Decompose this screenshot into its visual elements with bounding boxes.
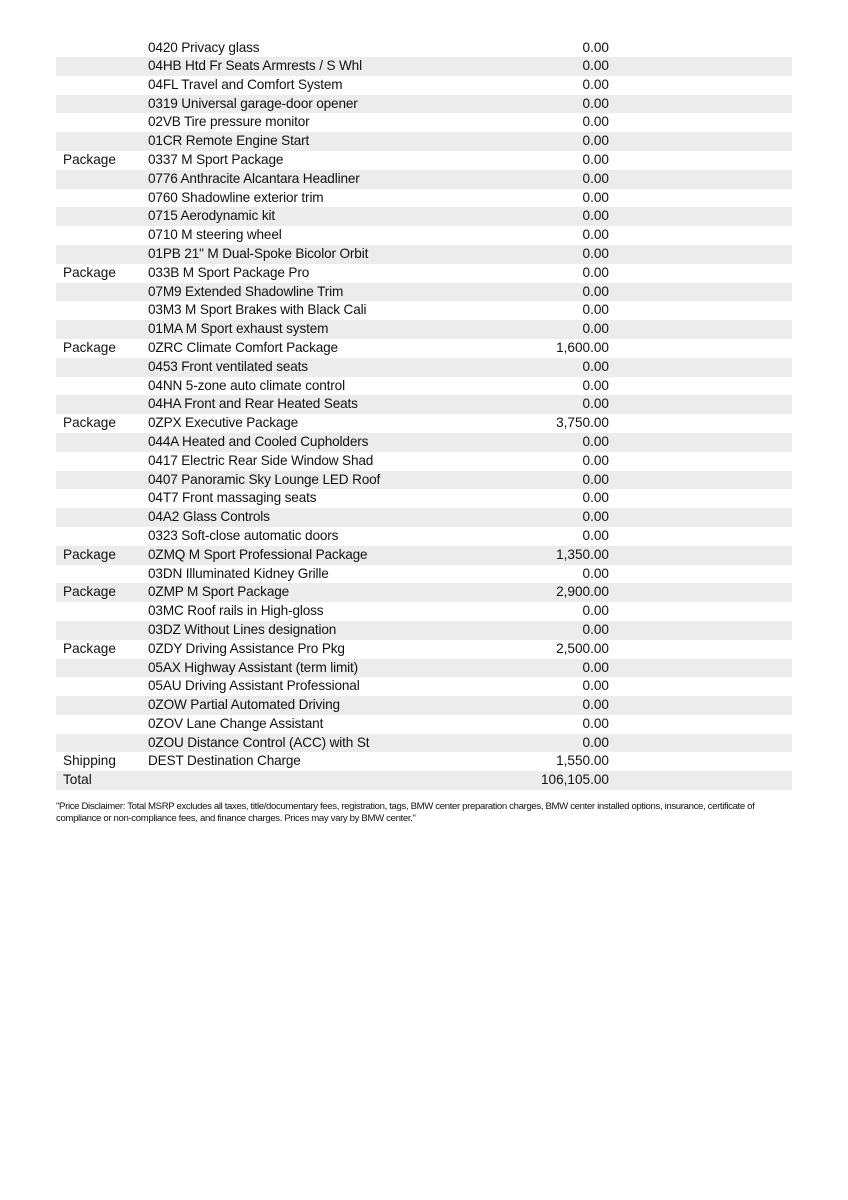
row-type: Package <box>63 640 116 656</box>
row-price: 0.00 <box>582 377 609 393</box>
table-row <box>56 395 792 414</box>
table-row <box>56 151 792 170</box>
row-description: 0715 Aerodynamic kit <box>148 208 275 224</box>
row-price: 0.00 <box>582 471 609 487</box>
row-price: 0.00 <box>582 527 609 543</box>
row-price: 0.00 <box>582 396 609 412</box>
row-type: Package <box>63 584 116 600</box>
row-description: 0760 Shadowline exterior trim <box>148 189 324 205</box>
row-description: 05AX Highway Assistant (term limit) <box>148 659 359 675</box>
row-type: Total <box>63 772 92 788</box>
row-price: 0.00 <box>582 358 609 374</box>
row-type: Package <box>63 264 116 280</box>
table-row <box>56 659 792 678</box>
row-price: 0.00 <box>582 603 609 619</box>
row-description: 0ZMP M Sport Package <box>148 584 290 600</box>
row-type: Package <box>63 415 116 431</box>
table-row <box>56 640 792 659</box>
row-price: 0.00 <box>582 114 609 130</box>
table-row <box>56 320 792 339</box>
row-price: 0.00 <box>582 245 609 261</box>
table-row <box>56 40 792 57</box>
row-description: 0ZDY Driving Assistance Pro Pkg <box>148 640 345 656</box>
table-row <box>56 471 792 490</box>
row-price: 0.00 <box>582 227 609 243</box>
options-price-table <box>56 40 792 790</box>
table-row <box>56 508 792 527</box>
row-price: 0.00 <box>582 697 609 713</box>
row-price: 0.00 <box>582 170 609 186</box>
row-description: 03M3 M Sport Brakes with Black Cali <box>148 302 367 318</box>
table-row <box>56 433 792 452</box>
row-price: 0.00 <box>582 715 609 731</box>
row-description: 04A2 Glass Controls <box>148 509 270 525</box>
table-row <box>56 621 792 640</box>
row-description: 0420 Privacy glass <box>148 40 260 56</box>
row-description: 04FL Travel and Comfort System <box>148 76 343 92</box>
total-row <box>56 771 792 790</box>
row-description: 0ZRC Climate Comfort Package <box>148 339 338 355</box>
row-type: Package <box>63 339 116 355</box>
row-description: 02VB Tire pressure monitor <box>148 114 310 130</box>
table-row <box>56 264 792 283</box>
table-row <box>56 377 792 396</box>
table-row <box>56 245 792 264</box>
row-price: 1,550.00 <box>556 753 609 769</box>
table-row <box>56 565 792 584</box>
table-row <box>56 677 792 696</box>
row-description: 01MA M Sport exhaust system <box>148 321 329 337</box>
row-price: 0.00 <box>582 151 609 167</box>
table-row <box>56 734 792 753</box>
row-price: 0.00 <box>582 621 609 637</box>
row-price: 0.00 <box>582 133 609 149</box>
row-price: 0.00 <box>582 734 609 750</box>
row-description: 0ZMQ M Sport Professional Package <box>148 546 368 562</box>
table-row <box>56 57 792 76</box>
row-description: 0407 Panoramic Sky Lounge LED Roof <box>148 471 381 487</box>
row-type: Package <box>63 151 116 167</box>
row-description: DEST Destination Charge <box>148 753 301 769</box>
price-disclaimer: "Price Disclaimer: Total MSRP excludes all taxes, title/documentary fees, registration, tags, BMW center preparation charges, BMW center installed options, insurance, certificate of compliance or non-compliance fees, and finance charges. Prices may vary by BMW center." <box>56 801 755 824</box>
table-row <box>56 602 792 621</box>
table-row <box>56 358 792 377</box>
row-description: 044A Heated and Cooled Cupholders <box>148 433 369 449</box>
row-price: 0.00 <box>582 189 609 205</box>
row-description: 05AU Driving Assistant Professional <box>148 678 360 694</box>
row-type: Package <box>63 546 116 562</box>
row-price: 0.00 <box>582 659 609 675</box>
table-row <box>56 452 792 471</box>
row-price: 0.00 <box>582 678 609 694</box>
table-row <box>56 527 792 546</box>
row-price: 2,500.00 <box>556 640 609 656</box>
row-price: 0.00 <box>582 40 609 56</box>
row-price: 1,350.00 <box>556 546 609 562</box>
table-row <box>56 76 792 95</box>
row-price: 0.00 <box>582 264 609 280</box>
table-row <box>56 583 792 602</box>
row-description: 0ZOW Partial Automated Driving <box>148 697 340 713</box>
row-description: 0ZPX Executive Package <box>148 415 299 431</box>
row-description: 0319 Universal garage-door opener <box>148 95 358 111</box>
row-price: 0.00 <box>582 302 609 318</box>
row-price: 2,900.00 <box>556 584 609 600</box>
row-description: 0417 Electric Rear Side Window Shad <box>148 452 374 468</box>
row-description: 0323 Soft-close automatic doors <box>148 527 339 543</box>
table-row <box>56 339 792 358</box>
row-description: 0776 Anthracite Alcantara Headliner <box>148 170 360 186</box>
row-price: 0.00 <box>582 452 609 468</box>
row-description: 04NN 5-zone auto climate control <box>148 377 345 393</box>
row-description: 07M9 Extended Shadowline Trim <box>148 283 344 299</box>
table-row <box>56 189 792 208</box>
table-row <box>56 132 792 151</box>
table-row <box>56 226 792 245</box>
table-row <box>56 301 792 320</box>
table-row <box>56 95 792 114</box>
row-price: 0.00 <box>582 95 609 111</box>
row-description: 01CR Remote Engine Start <box>148 133 310 149</box>
row-description: 0453 Front ventilated seats <box>148 358 308 374</box>
row-price: 0.00 <box>582 490 609 506</box>
row-price: 0.00 <box>582 509 609 525</box>
total-price: 106,105.00 <box>540 772 609 788</box>
row-price: 0.00 <box>582 433 609 449</box>
table-row <box>56 283 792 302</box>
row-description: 04HA Front and Rear Heated Seats <box>148 396 358 412</box>
row-description: 0ZOU Distance Control (ACC) with St <box>148 734 370 750</box>
row-description: 03DN Illuminated Kidney Grille <box>148 565 329 581</box>
row-description: 0710 M steering wheel <box>148 227 282 243</box>
row-description: 03DZ Without Lines designation <box>148 621 337 637</box>
table-row <box>56 715 792 734</box>
row-price: 0.00 <box>582 321 609 337</box>
row-price: 0.00 <box>582 76 609 92</box>
row-description: 03MC Roof rails in High-gloss <box>148 603 324 619</box>
table-row <box>56 489 792 508</box>
row-price: 0.00 <box>582 565 609 581</box>
table-row <box>56 414 792 433</box>
row-description: 04HB Htd Fr Seats Armrests / S Whl <box>148 58 362 73</box>
table-row <box>56 170 792 189</box>
row-description: 0ZOV Lane Change Assistant <box>148 715 324 731</box>
row-price: 0.00 <box>582 283 609 299</box>
table-row <box>56 696 792 715</box>
table-row <box>56 113 792 132</box>
table-row <box>56 546 792 565</box>
row-description: 033B M Sport Package Pro <box>148 264 310 280</box>
row-description: 01PB 21" M Dual-Spoke Bicolor Orbit <box>148 245 369 261</box>
row-price: 3,750.00 <box>556 415 609 431</box>
row-description: 04T7 Front massaging seats <box>148 490 317 506</box>
table-row <box>56 207 792 226</box>
row-price: 0.00 <box>582 58 609 73</box>
row-type: Shipping <box>63 753 116 769</box>
row-description: 0337 M Sport Package <box>148 151 284 167</box>
table-row <box>56 752 792 771</box>
row-price: 1,600.00 <box>556 339 609 355</box>
row-price: 0.00 <box>582 208 609 224</box>
